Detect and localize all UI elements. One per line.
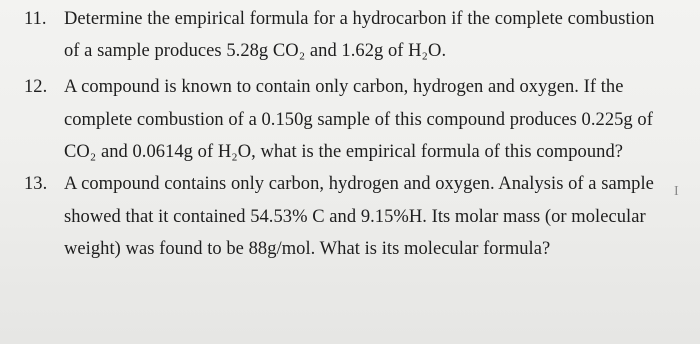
question-13-line-1 [24,173,654,195]
question-11-line-1 [24,8,654,30]
question-12-line-3 [64,141,623,163]
question-12-number: 12. [24,77,48,97]
question-13-text-line-1: A compound contains only carbon, hydrogen and oxygen. Analysis of a sample [64,174,654,194]
question-11-text-line-1: Determine the empirical formula for a hydrocarbon if the complete combustion [64,9,655,29]
question-13-text-line-2: showed that it contained 54.53% C and 9.15%H. Its molar mass (or molecular [64,207,646,227]
question-12-text-line-2: complete combustion of a 0.150g sample of this compound produces 0.225g of [64,110,653,130]
question-12-line-1 [24,76,623,98]
question-13-line-2 [64,206,646,228]
question-12-text-line-1: A compound is known to contain only carbon, hydrogen and oxygen. If the [64,77,624,97]
question-11-number: 11. [24,9,47,29]
text-cursor-icon: I [674,184,679,199]
question-11-text-line-2: of a sample produces 5.28g CO₂ and 1.62g of H₂O. [64,41,447,61]
question-13-line-3 [64,238,550,260]
question-13-number: 13. [24,174,48,194]
question-12-line-2 [64,109,653,131]
question-11-line-2 [64,40,446,62]
question-12-text-line-3: CO₂ and 0.0614g of H₂O, what is the empirical formula of this compound? [64,142,624,162]
question-13-text-line-3: weight) was found to be 88g/mol. What is its molecular formula? [64,239,551,259]
